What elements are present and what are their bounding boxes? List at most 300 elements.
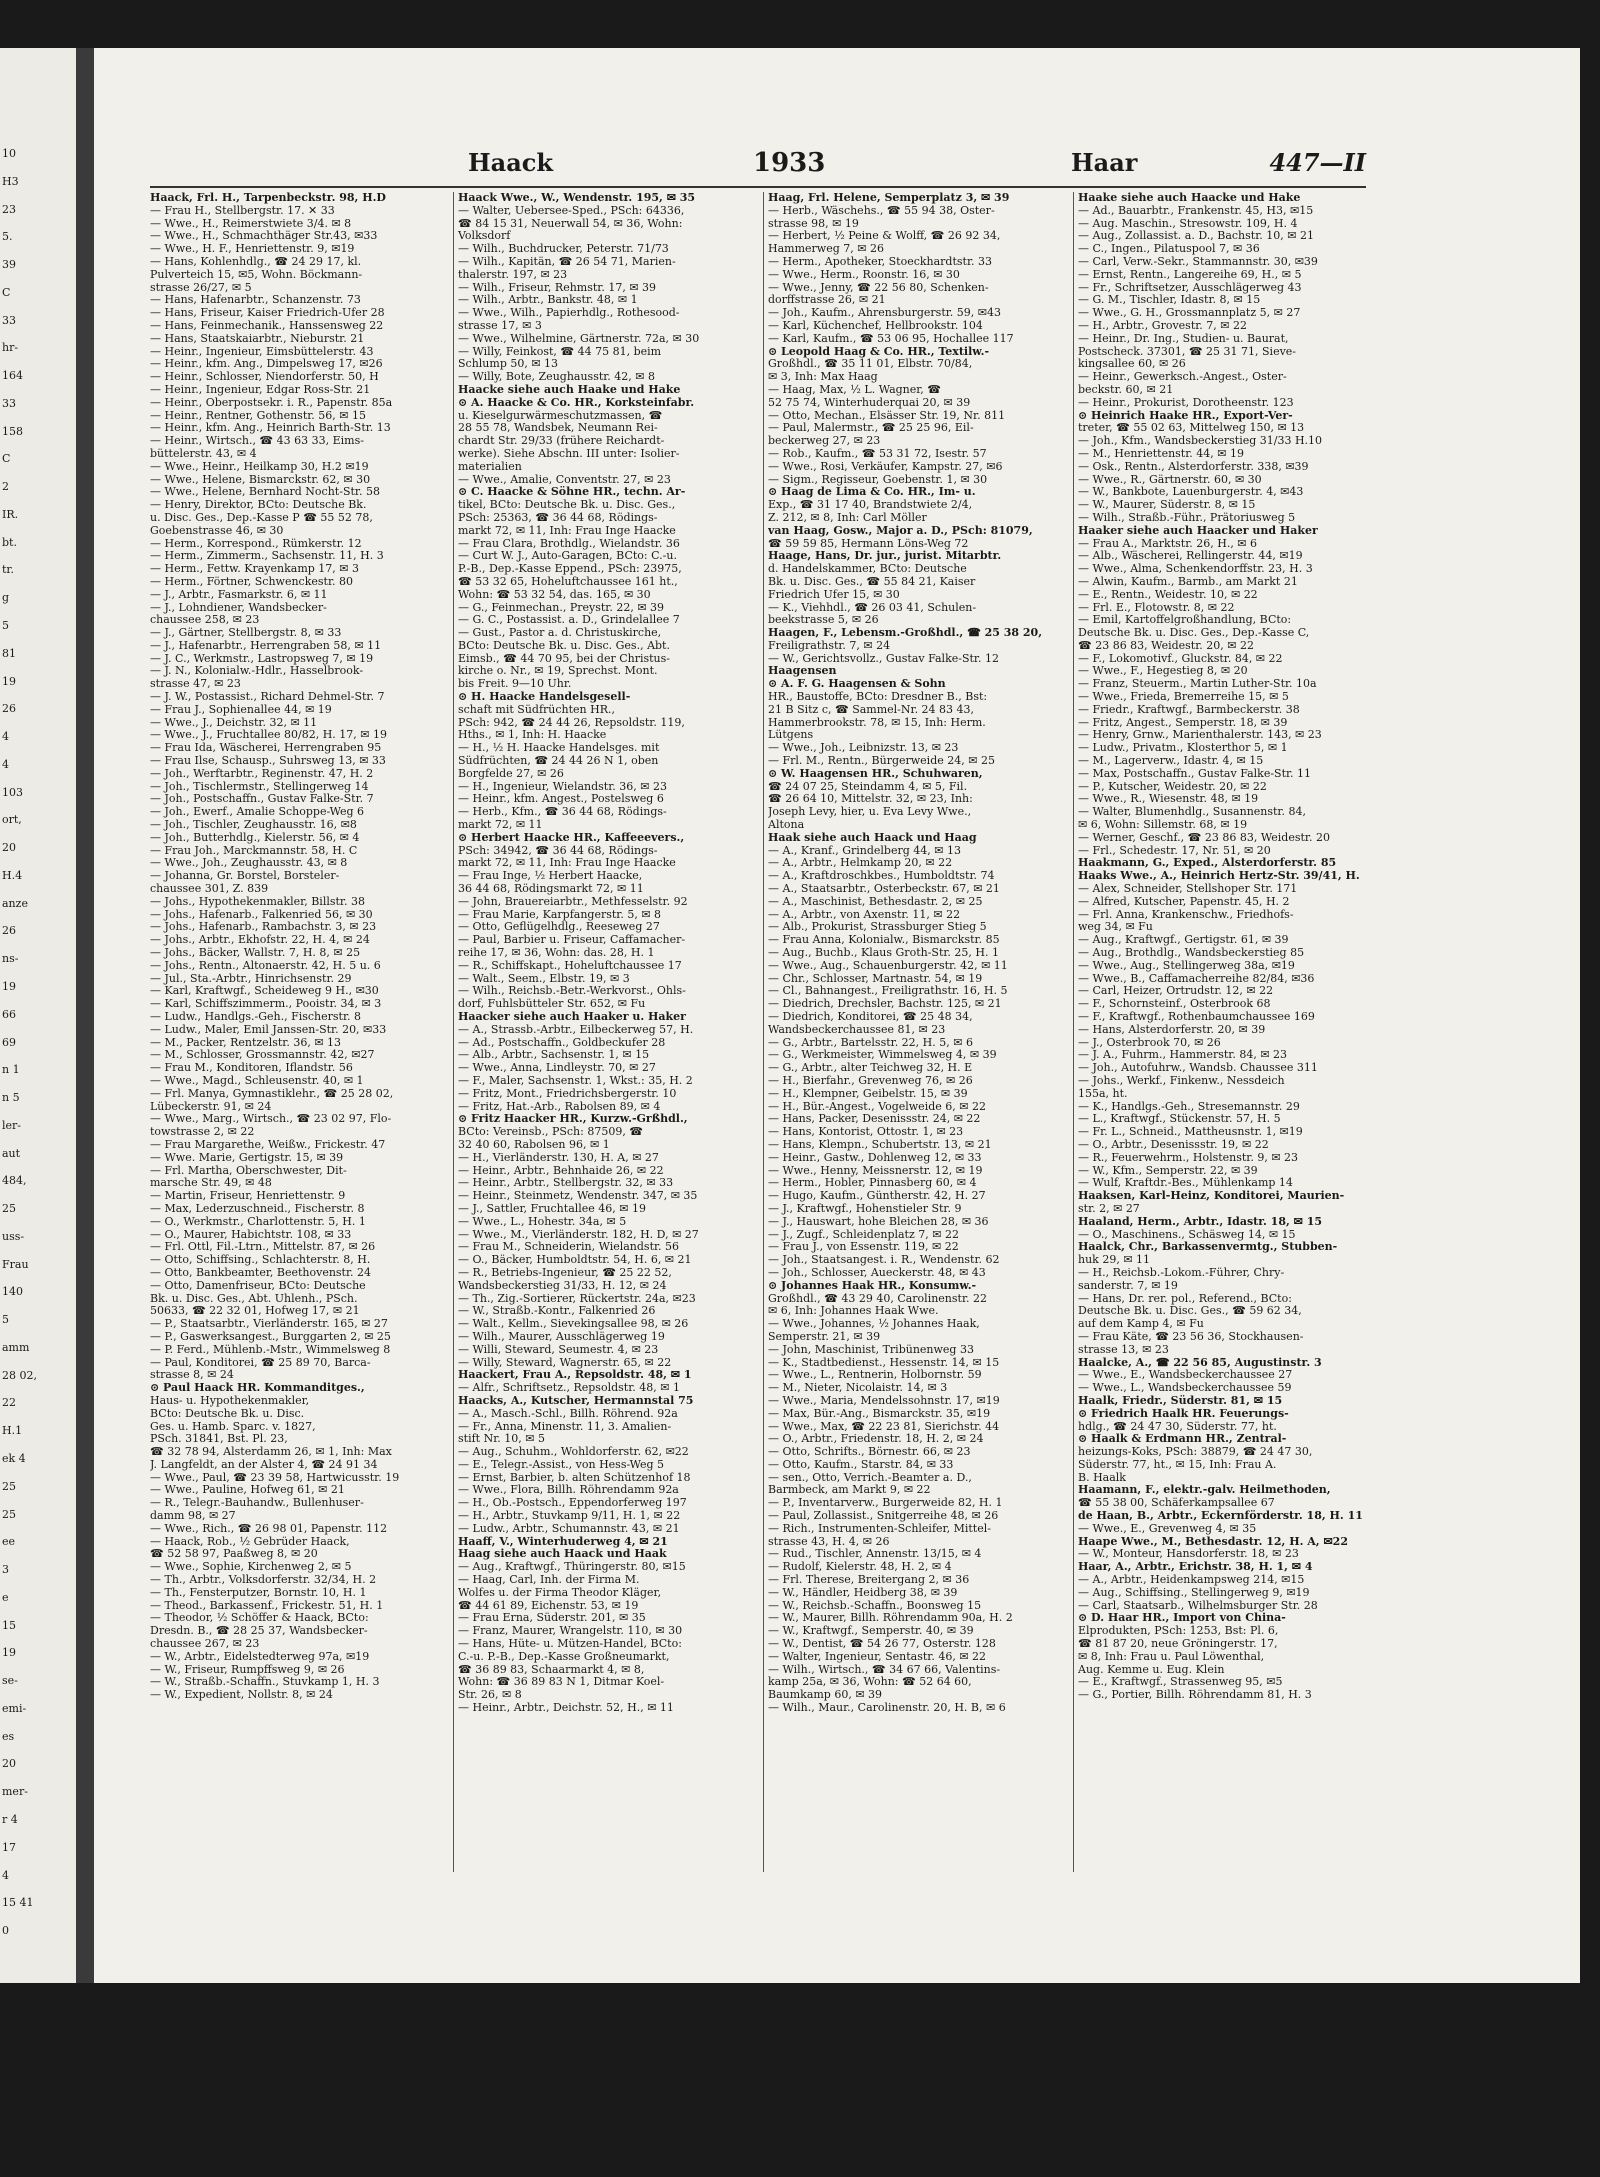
directory-entry-line: — G. C., Postassist. a. D., Grindelallee 7 xyxy=(458,614,680,627)
directory-entry-line: — Herb., Kfm., ☎ 36 44 68, Rödings- xyxy=(458,806,667,819)
directory-entry-line: — Frau Erna, Süderstr. 201, ✉ 35 xyxy=(458,1612,646,1625)
directory-entry-line: — Wwe., R., Wiesenstr. 48, ✉ 19 xyxy=(1078,793,1259,806)
directory-entry-line: — R., Schiffskapt., Hoheluftchaussee 17 xyxy=(458,959,682,972)
directory-entry-line: — H., Ob.-Postsch., Eppendorferweg 197 xyxy=(458,1497,687,1510)
directory-entry-line: Haacke siehe auch Haake und Hake xyxy=(458,383,681,396)
directory-entry-line: — Wwe., Joh., Leibnizstr. 13, ✉ 23 xyxy=(768,742,959,755)
directory-entry-line: — Joh., Autofuhrw., Wandsb. Chaussee 311 xyxy=(1078,1062,1318,1075)
directory-entry-line: — Franz, Steuerm., Martin Luther-Str. 10a xyxy=(1078,678,1317,691)
directory-entry-line: — Frl. E., Flotowstr. 8, ✉ 22 xyxy=(1078,601,1235,614)
directory-entry-line: — F., Maler, Sachsenstr. 1, Wkst.: 35, H. 2 xyxy=(458,1074,693,1087)
directory-entry-line: — Alex, Schneider, Stellshoper Str. 171 xyxy=(1078,883,1298,896)
directory-entry-line: Wohn: ☎ 53 32 54, das. 165, ✉ 30 xyxy=(458,588,651,601)
directory-entry-line: — Theod., Barkassenf., Frickestr. 51, H. 1 xyxy=(150,1599,384,1612)
directory-entry-line: P.-B., Dep.-Kasse Eppend., PSch: 23975, xyxy=(458,563,682,576)
directory-entry-line: — W., Reichsb.-Schaffn., Boonsweg 15 xyxy=(768,1599,982,1612)
column-divider xyxy=(1073,192,1074,1872)
directory-entry-line: strasse 43, H. 4, ✉ 26 xyxy=(768,1535,890,1548)
directory-entry-line: ☎ 23 86 83, Weidestr. 20, ✉ 22 xyxy=(1078,639,1254,652)
adjacent-page-fragment: 28 02, xyxy=(2,1368,37,1382)
directory-entry-line: — Otto, Damenfriseur, BCto: Deutsche xyxy=(150,1279,366,1292)
directory-entry-line: — Heinr., kfm. Ang., Dimpelsweg 17, ✉26 xyxy=(150,358,383,371)
directory-entry-line: strasse 8, ✉ 24 xyxy=(150,1369,234,1382)
directory-entry-line: — Friedr., Kraftwgf., Barmbeckerstr. 38 xyxy=(1078,703,1300,716)
directory-entry-line: Elprodukten, PSch: 1253, Bst: Pl. 6, xyxy=(1078,1625,1279,1638)
directory-entry-line: 50633, ☎ 22 32 01, Hofweg 17, ✉ 21 xyxy=(150,1305,360,1318)
directory-entry-line: — Wwe., Wilh., Papierhdlg., Rothesood- xyxy=(458,307,680,320)
directory-entry-line: towstrasse 2, ✉ 22 xyxy=(150,1126,255,1139)
directory-entry-line: — Frl. M., Rentn., Bürgerweide 24, ✉ 25 xyxy=(768,755,995,768)
directory-entry-line: — Wwe., H., Reimerstwiete 3/4. ✉ 8 xyxy=(150,217,352,230)
directory-entry-line: — Max, Postschaffn., Gustav Falke-Str. 11 xyxy=(1078,767,1312,780)
directory-entry-line: Haaland, Herm., Arbtr., Idastr. 18, ✉ 15 xyxy=(1078,1215,1322,1228)
directory-entry-line: — Carl, Verw.-Sekr., Stammannstr. 30, ✉39 xyxy=(1078,255,1318,268)
directory-entry-line: — F., Lokomotivf., Gluckstr. 84, ✉ 22 xyxy=(1078,652,1283,665)
adjacent-page-fragment: ee xyxy=(2,1535,16,1549)
directory-entry-line: Freiligrathstr. 7, ✉ 24 xyxy=(768,639,891,652)
directory-entry-line: Ges. u. Hamb. Sparc. v. 1827, xyxy=(150,1420,316,1433)
directory-entry-line: — Herm., Korrespond., Rümkerstr. 12 xyxy=(150,537,362,550)
directory-entry-line: — Wwe., Wilhelmine, Gärtnerstr. 72a, ✉ 30 xyxy=(458,332,700,345)
adjacent-page-fragment: 25 xyxy=(2,1479,16,1493)
directory-entry-line: — Otto, Kaufm., Starstr. 84, ✉ 33 xyxy=(768,1458,954,1471)
directory-entry-line: — Karl, Schiffszimmerm., Pooistr. 34, ✉ 3 xyxy=(150,998,382,1011)
directory-entry-line: Wandsbeckerstieg 31/33, H. 12, ✉ 24 xyxy=(458,1279,667,1292)
directory-entry-line: ✉ 3, Inh: Max Haag xyxy=(768,371,878,384)
directory-entry-line: BCto: Deutsche Bk. u. Disc. xyxy=(150,1407,305,1420)
directory-entry-line: Haacks, A., Kutscher, Hermannstal 75 xyxy=(458,1394,694,1407)
column-2 xyxy=(458,192,758,1892)
directory-entry-line: — Wwe., Alma, Schenkendorffstr. 23, H. 3 xyxy=(1078,563,1313,576)
directory-entry-line: strasse 98, ✉ 19 xyxy=(768,217,859,230)
directory-entry-line: — Chr., Schlosser, Martnastr. 54, ✉ 19 xyxy=(768,972,983,985)
directory-entry-line: — Hans, Packer, Desenissstr. 24, ✉ 22 xyxy=(768,1113,981,1126)
directory-entry-line: — Wwe., L., Hohestr. 34a, ✉ 5 xyxy=(458,1215,627,1228)
directory-entry-line: u. Kieselgurwärmeschutzmassen, ☎ xyxy=(458,409,663,422)
directory-entry-line: — Wilh., Friseur, Rehmstr. 17, ✉ 39 xyxy=(458,281,657,294)
directory-entry-line: — Walt., Kellm., Sievekingsallee 98, ✉ 26 xyxy=(458,1318,689,1331)
directory-entry-line: Postscheck. 37301, ☎ 25 31 71, Sieve- xyxy=(1078,345,1297,358)
directory-entry-line: — J. N., Kolonialw.-Hdlr., Hasselbrook- xyxy=(150,665,364,678)
adjacent-page-fragment: bt. xyxy=(2,535,17,549)
directory-entry-line: ☎ 81 87 20, neue Gröningerstr. 17, xyxy=(1078,1638,1278,1651)
adjacent-page-fragment: 15 41 xyxy=(2,1896,34,1910)
directory-entry-line: — Joh., Staatsangest. i. R., Wendenstr. 62 xyxy=(768,1254,1000,1267)
directory-entry-line: — R., Betriebs-Ingenieur, ☎ 25 22 52, xyxy=(458,1266,672,1279)
directory-entry-line: — J. W., Postassist., Richard Dehmel-Str. 7 xyxy=(150,691,385,704)
directory-entry-line: — Hans, Hüte- u. Mützen-Handel, BCto: xyxy=(458,1638,682,1651)
directory-entry-line: — Diedrich, Drechsler, Bachstr. 125, ✉ 21 xyxy=(768,998,1002,1011)
directory-entry-line: Hths., ✉ 1, Inh: H. Haacke xyxy=(458,729,607,742)
directory-entry-line: — Alfred, Kutscher, Papenstr. 45, H. 2 xyxy=(1078,895,1290,908)
directory-entry-line: — W., Bankbote, Lauenburgerstr. 4, ✉43 xyxy=(1078,486,1304,499)
directory-entry-line: — Frau Marie, Karpfangerstr. 5, ✉ 8 xyxy=(458,908,662,921)
directory-entry-line: — Walt., Seem., Elbstr. 19, ✉ 3 xyxy=(458,972,630,985)
directory-entry-line: — Heinr., Ingenieur, Edgar Ross-Str. 21 xyxy=(150,383,371,396)
directory-entry-line: — M., Schlosser, Grossmannstr. 42, ✉27 xyxy=(150,1049,375,1062)
directory-entry-line: — Gust., Pastor a. d. Christuskirche, xyxy=(458,627,662,640)
directory-entry-line: — Otto, Mechan., Elsässer Str. 19, Nr. 811 xyxy=(768,409,1006,422)
directory-entry-line: — E., Telegr.-Assist., von Hess-Weg 5 xyxy=(458,1458,665,1471)
directory-entry-line: — W., Kfm., Semperstr. 22, ✉ 39 xyxy=(1078,1164,1258,1177)
page-number: 447—II xyxy=(1269,148,1366,177)
adjacent-page-fragment: 15 xyxy=(2,1618,16,1632)
directory-entry-line: — Frau Inge, ½ Herbert Haacke, xyxy=(458,870,643,883)
adjacent-page-fragment: 20 xyxy=(2,1757,16,1771)
directory-entry-line: — Joh., Tischler, Zeughausstr. 16, ✉8 xyxy=(150,819,357,832)
column-1 xyxy=(150,192,448,1892)
adjacent-page-fragment: 25 xyxy=(2,1507,16,1521)
directory-entry-line: — Theodor, ½ Schöffer & Haack, BCto: xyxy=(150,1612,369,1625)
directory-entry-line: Lütgens xyxy=(768,729,814,742)
directory-entry-line: Schlump 50, ✉ 13 xyxy=(458,358,559,371)
directory-entry-line: — Heinr., Arbtr., Deichstr. 52, H., ✉ 11 xyxy=(458,1702,674,1715)
directory-entry-line: — A., Kraftdroschkbes., Humboldtstr. 74 xyxy=(768,870,995,883)
directory-entry-line: — Heinr., Gewerksch.-Angest., Oster- xyxy=(1078,371,1287,384)
directory-entry-line: — W., Gerichtsvollz., Gustav Falke-Str. 12 xyxy=(768,652,999,665)
directory-entry-line: Haus- u. Hypothekenmakler, xyxy=(150,1394,310,1407)
directory-entry-line: — J., Zugf., Schleidenplatz 7, ✉ 22 xyxy=(768,1228,959,1241)
directory-entry-line: Bk. u. Disc. Ges., ☎ 55 84 21, Kaiser xyxy=(768,575,976,588)
directory-entry-line: str. 2, ✉ 27 xyxy=(1078,1202,1140,1215)
directory-entry-line: — J., Gärtner, Stellbergstr. 8, ✉ 33 xyxy=(150,627,342,640)
adjacent-page-fragment: 20 xyxy=(2,841,16,855)
directory-entry-line: 28 55 78, Wandsbek, Neumann Rei- xyxy=(458,422,658,435)
directory-entry-line: d. Handelskammer, BCto: Deutsche xyxy=(768,563,967,576)
directory-entry-line: — Ernst, Rentn., Langereihe 69, H., ✉ 5 xyxy=(1078,268,1302,281)
directory-entry-line: Wolfes u. der Firma Theodor Kläger, xyxy=(458,1586,662,1599)
directory-entry-line: sanderstr. 7, ✉ 19 xyxy=(1078,1279,1178,1292)
directory-entry-line: — Hans, Staatskaiarbtr., Nieburstr. 21 xyxy=(150,332,365,345)
directory-entry-line: — John, Maschinist, Tribünenweg 33 xyxy=(768,1343,974,1356)
directory-entry-line: — Frau H., Stellbergstr. 17. ✕ 33 xyxy=(150,204,335,217)
directory-entry-line: strasse 13, ✉ 23 xyxy=(1078,1343,1169,1356)
directory-entry-line: — Joh., Kfm., Wandsbeckerstieg 31/33 H.10 xyxy=(1078,435,1323,448)
directory-entry-line: marsche Str. 49, ✉ 48 xyxy=(150,1177,272,1190)
directory-entry-line: — Otto, Geflügelhdlg., Reeseweg 27 xyxy=(458,921,660,934)
directory-entry-line: — Johs., Rentn., Altonaerstr. 42, H. 5 u. 6 xyxy=(150,959,381,972)
directory-entry-line: Südfrüchten, ☎ 24 44 26 N 1, oben xyxy=(458,755,659,768)
directory-entry-line: Hammerweg 7, ✉ 26 xyxy=(768,243,884,256)
directory-entry-line: — Wwe., J., Fruchtallee 80/82, H. 17, ✉ 19 xyxy=(150,729,387,742)
directory-entry-line: Haaff, V., Winterhuderweg 4, ✉ 21 xyxy=(458,1535,668,1548)
directory-entry-line: — Johs., Werkf., Finkenw., Nessdeich xyxy=(1078,1074,1285,1087)
directory-entry-line: — Wwe., Marg., Wirtsch., ☎ 23 02 97, Flo- xyxy=(150,1113,392,1126)
directory-entry-line: — J., Osterbrook 70, ✉ 26 xyxy=(1078,1036,1221,1049)
directory-entry-line: — Alwin, Kaufm., Barmb., am Markt 21 xyxy=(1078,575,1298,588)
directory-entry-line: Bk. u. Disc. Ges., Abt. Uhlenh., PSch. xyxy=(150,1292,358,1305)
directory-entry-line: Haar, A., Arbtr., Erichstr. 38, H. 1, ✉ 4 xyxy=(1078,1561,1313,1574)
directory-entry-line: strasse 17, ✉ 3 xyxy=(458,319,542,332)
directory-entry-line: — Walter, Uebersee-Sped., PSch: 64336, xyxy=(458,204,685,217)
directory-entry-line: Großhdl., ☎ 35 11 01, Elbstr. 70/84, xyxy=(768,358,973,371)
directory-entry-line: — A., Maschinist, Bethesdastr. 2, ✉ 25 xyxy=(768,895,983,908)
directory-entry-line: — Hugo, Kaufm., Güntherstr. 42, H. 27 xyxy=(768,1190,986,1203)
directory-entry-line: werke). Siehe Abschn. III unter: Isolier- xyxy=(458,447,680,460)
directory-entry-line: ⊙ Herbert Haacke HR., Kaffeeevers., xyxy=(458,831,685,844)
directory-entry-line: — Wwe., M., Vierländerstr. 182, H. D, ✉ 27 xyxy=(458,1228,699,1241)
directory-entry-line: — Heinr., Arbtr., Stellbergstr. 32, ✉ 33 xyxy=(458,1177,674,1190)
directory-entry-line: — Rich., Instrumenten-Schleifer, Mittel- xyxy=(768,1522,991,1535)
directory-entry-line: Haape Wwe., M., Bethesdastr. 12, H. A, ✉22 xyxy=(1078,1535,1348,1548)
adjacent-page-fragment: 3 xyxy=(2,1563,9,1577)
directory-entry-line: — Frau Ilse, Schausp., Suhrsweg 13, ✉ 33 xyxy=(150,755,386,768)
directory-entry-line: — Wilh., Maur., Carolinenstr. 20, H. B, ✉ 6 xyxy=(768,1702,1006,1715)
directory-entry-line: — Hans, Hafenarbtr., Schanzenstr. 73 xyxy=(150,294,361,307)
directory-entry-line: — Johanna, Gr. Borstel, Borsteler- xyxy=(150,870,340,883)
directory-entry-line: ⊙ Haalk & Erdmann HR., Zentral- xyxy=(1078,1433,1287,1446)
directory-entry-line: — Frl. Therese, Breitergang 2, ✉ 36 xyxy=(768,1574,970,1587)
directory-entry-line: — J., Kraftwgf., Hohenstieler Str. 9 xyxy=(768,1202,962,1215)
directory-entry-line: — Emil, Kartoffelgroßhandlung, BCto: xyxy=(1078,614,1292,627)
directory-entry-line: — O., Maschinens., Schäsweg 14, ✉ 15 xyxy=(1078,1228,1296,1241)
directory-entry-line: — Alb., Wäscherei, Rellingerstr. 44, ✉19 xyxy=(1078,550,1303,563)
directory-entry-line: — Wwe., L., Wandsbeckerchaussee 59 xyxy=(1078,1382,1292,1395)
directory-entry-line: — Wilh., Reichsb.-Betr.-Werkvorst., Ohls- xyxy=(458,985,686,998)
directory-entry-line: — H., Arbtr., Grovestr. 7, ✉ 22 xyxy=(1078,319,1247,332)
directory-page xyxy=(94,48,1580,1983)
directory-entry-line: J. Langfeldt, an der Alster 4, ☎ 24 91 34 xyxy=(150,1458,378,1471)
directory-entry-line: 36 44 68, Rödingsmarkt 72, ✉ 11 xyxy=(458,883,644,896)
directory-entry-line: — Heinr., Schlosser, Niendorferstr. 50, H xyxy=(150,371,379,384)
directory-entry-line: ☎ 32 78 94, Alsterdamm 26, ✉ 1, Inh: Max xyxy=(150,1446,392,1459)
directory-entry-line: — A., Arbtr., von Axenstr. 11, ✉ 22 xyxy=(768,908,961,921)
directory-entry-line: — K., Handlgs.-Geh., Stresemannstr. 29 xyxy=(1078,1100,1300,1113)
directory-entry-line: — Wwe., Helene, Bernhard Nocht-Str. 58 xyxy=(150,486,380,499)
adjacent-page-fragment: 5 xyxy=(2,619,9,633)
directory-entry-line: auf dem Kamp 4, ✉ Fu xyxy=(1078,1318,1204,1331)
adjacent-page-fragment: 33 xyxy=(2,396,16,410)
directory-entry-line: — H., ½ H. Haacke Handelsges. mit xyxy=(458,742,660,755)
directory-entry-line: ⊙ H. Haacke Handelsgesell- xyxy=(458,691,631,704)
directory-entry-line: Haackert, Frau A., Repsoldstr. 48, ✉ 1 xyxy=(458,1369,692,1382)
directory-entry-line: — Wwe., F., Hegestieg 8, ✉ 20 xyxy=(1078,665,1248,678)
directory-entry-line: — John, Brauereiarbtr., Methfesselstr. 92 xyxy=(458,895,688,908)
directory-entry-line: stift Nr. 10, ✉ 5 xyxy=(458,1433,545,1446)
directory-entry-line: — Wwe., Henny, Meissnerstr. 12, ✉ 19 xyxy=(768,1164,983,1177)
directory-entry-line: — A., Arbtr., Heidenkampsweg 214, ✉15 xyxy=(1078,1574,1305,1587)
directory-entry-line: — W., Kraftwgf., Semperstr. 40, ✉ 39 xyxy=(768,1625,974,1638)
directory-entry-line: — K., Stadtbedienst., Hessenstr. 14, ✉ 15 xyxy=(768,1356,1000,1369)
directory-entry-line: kirche o. Nr., ✉ 19, Sprechst. Mont. xyxy=(458,665,658,678)
directory-entry-line: — Paul, Konditorei, ☎ 25 89 70, Barca- xyxy=(150,1356,371,1369)
column-divider xyxy=(763,192,764,1872)
directory-entry-line: — Heinr., Dr. Ing., Studien- u. Baurat, xyxy=(1078,332,1289,345)
directory-entry-line: — Joh., Ewerf., Amalie Schoppe-Weg 6 xyxy=(150,806,365,819)
directory-entry-line: Haacker siehe auch Haaker u. Haker xyxy=(458,1011,686,1023)
directory-entry-line: Haalck, Chr., Barkassenvermtg., Stubben- xyxy=(1078,1241,1338,1254)
directory-entry-line: 52 75 74, Winterhuderquai 20, ✉ 39 xyxy=(768,396,971,409)
directory-entry-line: — Heinr., Ingenieur, Eimsbüttelerstr. 43 xyxy=(150,345,374,358)
directory-entry-line: — J., Hafenarbtr., Herrengraben 58, ✉ 11 xyxy=(150,639,382,652)
directory-entry-line: Haack, Frl. H., Tarpenbeckstr. 98, H.D xyxy=(150,192,386,204)
directory-entry-line: — Alb., Prokurist, Strassburger Stieg 5 xyxy=(768,921,987,934)
directory-entry-line: — O., Arbtr., Friedenstr. 18, H. 2, ✉ 24 xyxy=(768,1433,984,1446)
adjacent-page-fragment: es xyxy=(2,1729,15,1743)
column-4 xyxy=(1078,192,1366,1892)
directory-entry-line: — Johs., Hafenarb., Falkenried 56, ✉ 30 xyxy=(150,908,373,921)
directory-entry-line: — Haag, Max, ½ L. Wagner, ☎ xyxy=(768,383,942,396)
directory-entry-line: — Johs., Bäcker, Wallstr. 7, H. 8, ✉ 25 xyxy=(150,947,361,960)
directory-entry-line: Volksdorf xyxy=(458,230,511,243)
directory-entry-line: BCto: Vereinsb., PSch: 87509, ☎ xyxy=(458,1126,644,1139)
directory-entry-line: — Wwe., Herm., Roonstr. 16, ✉ 30 xyxy=(768,268,960,281)
directory-entry-line: — Wwe., Amalie, Conventstr. 27, ✉ 23 xyxy=(458,473,671,486)
directory-entry-line: — Martin, Friseur, Henriettenstr. 9 xyxy=(150,1190,346,1203)
directory-entry-line: ☎ 36 89 83, Schaarmarkt 4, ✉ 8, xyxy=(458,1663,645,1676)
directory-entry-line: B. Haalk xyxy=(1078,1471,1126,1484)
directory-entry-line: — Wwe., Rich., ☎ 26 98 01, Papenstr. 112 xyxy=(150,1522,388,1535)
directory-entry-line: ✉ 8, Inh: Frau u. Paul Löwenthal, xyxy=(1078,1650,1265,1663)
directory-entry-line: — Th., Fensterputzer, Bornstr. 10, H. 1 xyxy=(150,1586,367,1599)
directory-entry-line: — Heinr., Wirtsch., ☎ 43 63 33, Eims- xyxy=(150,435,364,448)
directory-entry-line: Pulverteich 15, ✉5, Wohn. Böckmann- xyxy=(150,268,363,281)
directory-entry-line: Lübeckerstr. 91, ✉ 24 xyxy=(150,1100,272,1113)
directory-entry-line: — Fritz, Hat.-Arb., Rabolsen 89, ✉ 4 xyxy=(458,1100,661,1113)
directory-entry-line: — Walter, Ingenieur, Sentastr. 46, ✉ 22 xyxy=(768,1650,987,1663)
directory-entry-line: — Ad., Postschaffn., Goldbeckufer 28 xyxy=(458,1036,666,1049)
directory-entry-line: — Otto, Schrifts., Börnestr. 66, ✉ 23 xyxy=(768,1446,971,1459)
directory-entry-line: — F., Schornsteinf., Osterbrook 68 xyxy=(1078,998,1271,1011)
directory-entry-line: — P., Staatsarbtr., Vierländerstr. 165, ✉ 27 xyxy=(150,1318,388,1331)
adjacent-page-fragment: mer- xyxy=(2,1785,28,1799)
directory-entry-line: — Frau J., von Essenstr. 119, ✉ 22 xyxy=(768,1241,959,1254)
adjacent-page-fragment: ns- xyxy=(2,952,19,966)
directory-entry-line: — Frl. Martha, Oberschwester, Dit- xyxy=(150,1164,347,1177)
adjacent-page-fragment: C xyxy=(2,452,11,466)
directory-entry-line: — Wwe., Joh., Zeughausstr. 43, ✉ 8 xyxy=(150,857,348,870)
directory-entry-line: Großhdl., ☎ 43 29 40, Carolinenstr. 22 xyxy=(768,1292,988,1305)
directory-entry-line: — Hans, Feinmechanik., Hanssensweg 22 xyxy=(150,319,384,332)
directory-entry-line: — Fr. L., Schneid., Mattheusnstr. 1, ✉19 xyxy=(1078,1126,1303,1139)
column-divider xyxy=(453,192,454,1872)
directory-entry-line: — Karl, Küchenchef, Hellbrookstr. 104 xyxy=(768,319,983,332)
directory-entry-line: 32 40 60, Rabolsen 96, ✉ 1 xyxy=(458,1138,610,1151)
adjacent-page-fragment: hr- xyxy=(2,341,19,355)
directory-entry-line: — Aug., Kraftwgf., Gertigstr. 61, ✉ 39 xyxy=(1078,934,1289,947)
adjacent-page-fragment: g xyxy=(2,591,10,605)
directory-entry-line: — M., Packer, Rentzelstr. 36, ✉ 13 xyxy=(150,1036,342,1049)
adjacent-page-fragment: tr. xyxy=(2,563,14,577)
directory-entry-line: Haaker siehe auch Haacker und Haker xyxy=(1078,524,1318,537)
directory-entry-line: — Hans, Kohlenhdlg., ☎ 24 29 17, kl. xyxy=(150,255,362,268)
directory-entry-line: chaussee 267, ✉ 23 xyxy=(150,1638,260,1651)
directory-entry-line: — Wilh., Arbtr., Bankstr. 48, ✉ 1 xyxy=(458,294,638,307)
directory-entry-line: dorffstrasse 26, ✉ 21 xyxy=(768,294,886,307)
directory-entry-line: — Ernst, Barbier, b. alten Schützenhof 18 xyxy=(458,1471,691,1484)
directory-entry-line: — Wwe., L., Rentnerin, Holbornstr. 59 xyxy=(768,1369,982,1382)
directory-entry-line: — P. Ferd., Mühlenb.-Mstr., Wimmelsweg 8 xyxy=(150,1343,391,1356)
directory-entry-line: — A., Arbtr., Helmkamp 20, ✉ 22 xyxy=(768,857,953,870)
directory-entry-line: — Heinr., kfm. Angest., Postelsweg 6 xyxy=(458,793,664,806)
directory-entry-line: — H., Klempner, Geibelstr. 15, ✉ 39 xyxy=(768,1087,968,1100)
directory-entry-line: — Wilh., Kapitän, ☎ 26 54 71, Marien- xyxy=(458,255,676,268)
directory-entry-line: — H., Bierfahr., Grevenweg 76, ✉ 26 xyxy=(768,1074,973,1087)
directory-entry-line: Joseph Levy, hier, u. Eva Levy Wwe., xyxy=(768,806,972,819)
directory-entry-line: Haalk, Friedr., Süderstr. 81, ✉ 15 xyxy=(1078,1394,1283,1407)
directory-entry-line: — Frl. Manya, Gymnastiklehr., ☎ 25 28 02, xyxy=(150,1087,394,1100)
directory-entry-line: Haack Wwe., W., Wendenstr. 195, ✉ 35 xyxy=(458,192,696,204)
directory-entry-line: — Willy, Bote, Zeughausstr. 42, ✉ 8 xyxy=(458,371,656,384)
adjacent-page-fragment: 19 xyxy=(2,979,16,993)
directory-entry-line: Haagensen xyxy=(768,665,837,678)
directory-entry-line: — Otto, Bankbeamter, Beethovenstr. 24 xyxy=(150,1266,372,1279)
directory-entry-line: — Ad., Bauarbtr., Frankenstr. 45, H3, ✉15 xyxy=(1078,204,1314,217)
directory-entry-line: — G., Portier, Billh. Röhrendamm 81, H. 3 xyxy=(1078,1689,1312,1702)
directory-entry-line: Wohn: ☎ 36 89 83 N 1, Ditmar Koel- xyxy=(458,1676,665,1689)
directory-entry-line: — Aug., Schiffsing., Stellingerweg 9, ✉19 xyxy=(1078,1586,1310,1599)
directory-entry-line: — Carl, Heizer, Ortrudstr. 12, ✉ 22 xyxy=(1078,985,1274,998)
directory-entry-line: ☎ 44 61 89, Eichenstr. 53, ✉ 19 xyxy=(458,1599,639,1612)
directory-entry-line: 21 B Sitz c, ☎ Sammel-Nr. 24 83 43, xyxy=(768,703,975,716)
directory-entry-line: Haag siehe auch Haack und Haak xyxy=(458,1548,667,1561)
directory-entry-line: — Diedrich, Konditorei, ☎ 25 48 34, xyxy=(768,1011,973,1023)
directory-entry-line: — G., Arbtr., alter Teichweg 32, H. E xyxy=(768,1062,973,1075)
directory-entry-line: Altona xyxy=(768,819,805,832)
directory-entry-line: Haage, Hans, Dr. jur., jurist. Mitarbtr. xyxy=(768,550,1002,563)
directory-entry-line: — Hans, Klempn., Schubertstr. 13, ✉ 21 xyxy=(768,1138,992,1151)
directory-entry-line: — Wwe., Anna, Lindleystr. 70, ✉ 27 xyxy=(458,1062,656,1075)
directory-entry-line: — O., Werkmstr., Charlottenstr. 5, H. 1 xyxy=(150,1215,366,1228)
directory-entry-line: — J. C., Werkmstr., Lastropsweg 7, ✉ 19 xyxy=(150,652,374,665)
directory-entry-line: Eimsb., ☎ 44 70 95, bei der Christus- xyxy=(458,652,670,665)
adjacent-page-fragment: 4 xyxy=(2,1868,9,1882)
directory-entry-line: — Ludw., Arbtr., Schumannstr. 43, ✉ 21 xyxy=(458,1522,680,1535)
directory-entry-line: Barmbeck, am Markt 9, ✉ 22 xyxy=(768,1484,931,1497)
directory-entry-line: — J., Hauswart, hohe Bleichen 28, ✉ 36 xyxy=(768,1215,989,1228)
directory-entry-line: — G., Werkmeister, Wimmelsweg 4, ✉ 39 xyxy=(768,1049,997,1062)
directory-entry-line: — Johs., Arbtr., Ekhofstr. 22, H. 4, ✉ 24 xyxy=(150,934,370,947)
directory-entry-line: tikel, BCto: Deutsche Bk. u. Disc. Ges., xyxy=(458,499,676,512)
adjacent-page-fragment: 19 xyxy=(2,674,16,688)
header-year: 1933 xyxy=(753,148,826,178)
adjacent-page-fragment: n 5 xyxy=(2,1091,20,1105)
adjacent-page-fragment: 33 xyxy=(2,313,16,327)
adjacent-page-fragment: H.1 xyxy=(2,1424,23,1438)
directory-entry-line: reihe 17, ✉ 36, Wohn: das. 28, H. 1 xyxy=(458,947,655,960)
directory-entry-line: — Heinr., kfm. Ang., Heinrich Barth-Str. 13 xyxy=(150,422,391,435)
directory-entry-line: — Aug. Maschin., Stresowstr. 109, H. 4 xyxy=(1078,217,1298,230)
directory-entry-line: beckerweg 27, ✉ 23 xyxy=(768,435,881,448)
directory-entry-line: — O., Bäcker, Humboldtstr. 54, H. 6, ✉ 21 xyxy=(458,1254,692,1267)
directory-entry-line: — Cl., Bahnangest., Freiligrathstr. 16, H. 5 xyxy=(768,985,1008,998)
directory-entry-line: — Joh., Postschaffn., Gustav Falke-Str. 7 xyxy=(150,793,374,806)
directory-entry-line: ⊙ C. Haacke & Söhne HR., techn. Ar- xyxy=(458,486,686,499)
directory-entry-line: — Max, Lederzuschneid., Fischerstr. 8 xyxy=(150,1202,365,1215)
directory-entry-line: — Hans, Alsterdorferstr. 20, ✉ 39 xyxy=(1078,1023,1266,1036)
adjacent-page-fragment: uss- xyxy=(2,1229,25,1243)
directory-entry-line: — Paul, Malermstr., ☎ 25 25 96, Eil- xyxy=(768,422,974,435)
directory-entry-line: — Wulf, Kraftdr.-Bes., Mühlenkamp 14 xyxy=(1078,1177,1293,1190)
directory-entry-line: — Heinr., Gastw., Dohlenweg 12, ✉ 33 xyxy=(768,1151,982,1164)
directory-entry-line: kamp 25a, ✉ 36, Wohn: ☎ 52 64 60, xyxy=(768,1676,972,1689)
adjacent-page-fragment: 23 xyxy=(2,202,16,216)
directory-entry-line: — sen., Otto, Verrich.-Beamter a. D., xyxy=(768,1471,972,1484)
directory-entry-line: — M., Nieter, Nicolaistr. 14, ✉ 3 xyxy=(768,1382,948,1395)
directory-entry-line: — G., Arbtr., Bartelsstr. 22, H. 5, ✉ 6 xyxy=(768,1036,973,1049)
directory-entry-line: — Paul, Barbier u. Friseur, Caffamacher- xyxy=(458,934,686,947)
directory-entry-line: — A., Strassb.-Arbtr., Eilbeckerweg 57, H. xyxy=(458,1023,694,1036)
directory-entry-line: — Wwe., Rosi, Verkäufer, Kampstr. 27, ✉6 xyxy=(768,460,1003,473)
directory-entry-line: Haagen, F., Lebensm.-Großhdl., ☎ 25 38 20, xyxy=(768,627,1043,640)
directory-entry-line: weg 34, ✉ Fu xyxy=(1078,921,1153,934)
directory-entry-line: — Hans, Dr. rer. pol., Referend., BCto: xyxy=(1078,1292,1292,1305)
directory-entry-line: — P., Inventarverw., Burgerweide 82, H. 1 xyxy=(768,1497,1003,1510)
directory-entry-line: — Sigm., Regisseur, Goebenstr. 1, ✉ 30 xyxy=(768,473,988,486)
directory-entry-line: — Aug., Schuhm., Wohldorferstr. 62, ✉22 xyxy=(458,1446,689,1459)
directory-entry-line: — Alfr., Schriftsetz., Repsoldstr. 48, ✉ 1 xyxy=(458,1382,680,1395)
directory-entry-line: — Wwe., Heinr., Heilkamp 30, H.2 ✉19 xyxy=(150,460,369,473)
